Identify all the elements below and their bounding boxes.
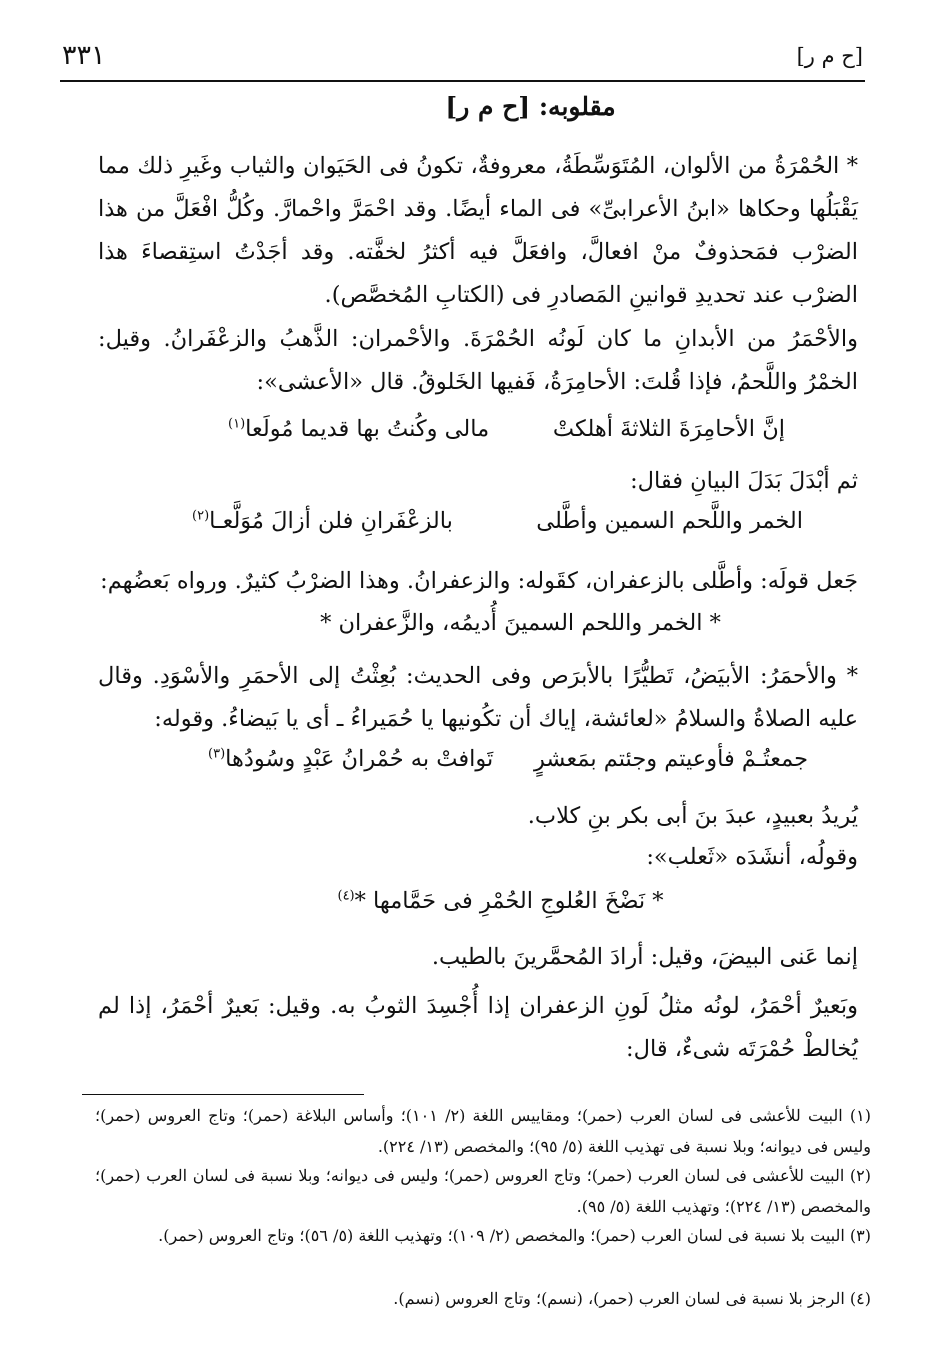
footnote-3: (٣) البيت بلا نسبة فى لسان العرب (حمر)؛ والمخصص (٢/ ١٠٩)؛ وتهذيب اللغة (٥/ ٥٦)؛ وتاج العروس (حمر). [158,1226,871,1245]
verse-1-second-hemistich [228,416,489,442]
verse-5-text: * نَضْخَ العُلوجِ الحُمْرِ فى حَمَّامها * [354,888,664,914]
paragraph-hamra: * الحُمْرَةُ من الألوان، المُتَوَسِّطَةُ، معروفةٌ، تكونُ فى الحَيَوان والثياب وغَيرِ ذلك مما يَقْبَلُها وحكاها «ابنُ الأعرابىِّ» فى الماء أيضًا. وقد احْمَرَّ واحْمارَّ. وكُلُّ افْعَلَّ من هذا الضرْب فمَحذوفٌ منْ افعالَّ، وافعَلَّ فيه أكثرُ لخفَّته. وقد أجَدْتُ استِقصاءَ هذا الضرْب عند تحديدِ قوانينِ المَصادرِ فى (الكتابِ المُخصَّص). [98,153,858,308]
verse-1-second-text: مالى وكُنتُ بها قديما مُولَعا [245,416,490,442]
verse-5-rajaz [0,888,941,914]
paragraph-thalab: وقولُه، أنشَدَه «ثَعلب»: [646,844,858,870]
verse-2-first-hemistich: الخمر واللَّحم السمين وأطَّلى [536,508,803,534]
footnote-ref-1: (١) [228,416,246,432]
paragraph-yuridu: يُريدُ بعبيدٍ، عبدَ بنَ أبى بكر بنِ كلاب. [527,803,858,829]
verse-4-second-hemistich [208,746,493,772]
verse-4-second-text: تَوافتْ به حُمْرانُ عَبْدٍ وسُودُها [225,746,494,772]
header-divider [60,80,865,82]
page-number: ٣٣١ [62,40,106,71]
footnote-2: (٢) البيت للأعشى فى لسان العرب (حمر)؛ وتاج العروس (حمر)؛ وليس فى ديوانه؛ وبلا نسبة فى لسان العرب (حمر)؛ والمخصص (١٣/ ٢٢٤)؛ وتهذيب اللغة (٥/ ٩٥). [95,1166,871,1216]
footnote-ref-3: (٣) [208,746,226,762]
paragraph-abyad: * والأحمَرُ: الأبيَضُ، تَطيُّرًا بالأبرَص وفى الحديث: بُعِثْتُ إلى الأحمَرِ والأسْوَدِ. وقال عليه الصلاةُ والسلامُ «لعائشة، إياك أن تكُونيها يا حُمَيراءُ ـ أى يا بَيضاءُ. وقوله: [98,663,858,732]
footnote-1: (١) البيت للأعشى فى لسان العرب (حمر)؛ ومقاييس اللغة (٢/ ١٠١)؛ وأساس البلاغة (حمر)؛ وتاج العروس (حمر)؛ وليس فى ديوانه؛ وبلا نسبة فى تهذيب اللغة (٥/ ٩٥)؛ والمخصص (١٣/ ٢٢٤). [95,1106,871,1156]
verse-2-second-text: بالزعْفَرانِ فلن أزالَ مُوَلَّعـا [209,508,453,534]
paragraph-ahmar: والأحْمَرُ من الأبدانِ ما كان لَونُه الحُمْرَةَ. والأحْمران: الذَّهبُ والزعْفَرانُ. وقيل: الخمْرُ واللَّحمُ، فإذا قُلتَ: الأحامِرَةُ، فَفيها الخَلوقُ. قال «الأعشى»: [98,326,858,395]
footnote-4: (٤) الرجز بلا نسبة فى لسان العرب (حمر)، (نسم)؛ وتاج العروس (نسم). [393,1289,871,1308]
verse-2-second-hemistich [192,508,453,534]
footnote-ref-4: (٤) [337,888,355,904]
header-root-label: [ح م ر] [796,44,863,68]
verse-1-first-hemistich: إنَّ الأحامِرَةَ الثلاثةَ أهلكتْ [552,416,785,442]
section-title: مقلوبه: [ح م ر] [445,92,616,121]
paragraph-baeer: وبَعيرٌ أحْمَرُ، لونُه مثلُ لَونِ الزعفران إذا أُجْسِدَ الثوبُ به. وقيل: بَعيرٌ أحْمَرُ، إذا لم يُخالطْ حُمْرَتَه شىءٌ، قال: [98,993,858,1062]
paragraph-jaal: جَعل قولَه: وأطَّلى بالزعفران، كقَوله: والزعفرانُ. وهذا الضرْبُ كثيرٌ. ورواه بَعضُهم: [100,568,858,594]
verse-4-first-hemistich: جمعتُـمْ فأوعيتم وجئتم بمَعشرٍ [534,746,808,772]
footnote-divider [82,1094,364,1095]
paragraph-innama: إنما عَنى البيضَ، وقيل: أرادَ المُحمَّرينَ بالطيب. [431,944,858,970]
verse-3-riwaya: * الخمر واللحم السمينَ أُديمُه، والزَّعفران * [320,610,721,636]
paragraph-badal: ثم أبْدَلَ بَدَلَ البيانِ فقال: [630,468,858,494]
footnote-ref-2: (٢) [192,508,210,524]
